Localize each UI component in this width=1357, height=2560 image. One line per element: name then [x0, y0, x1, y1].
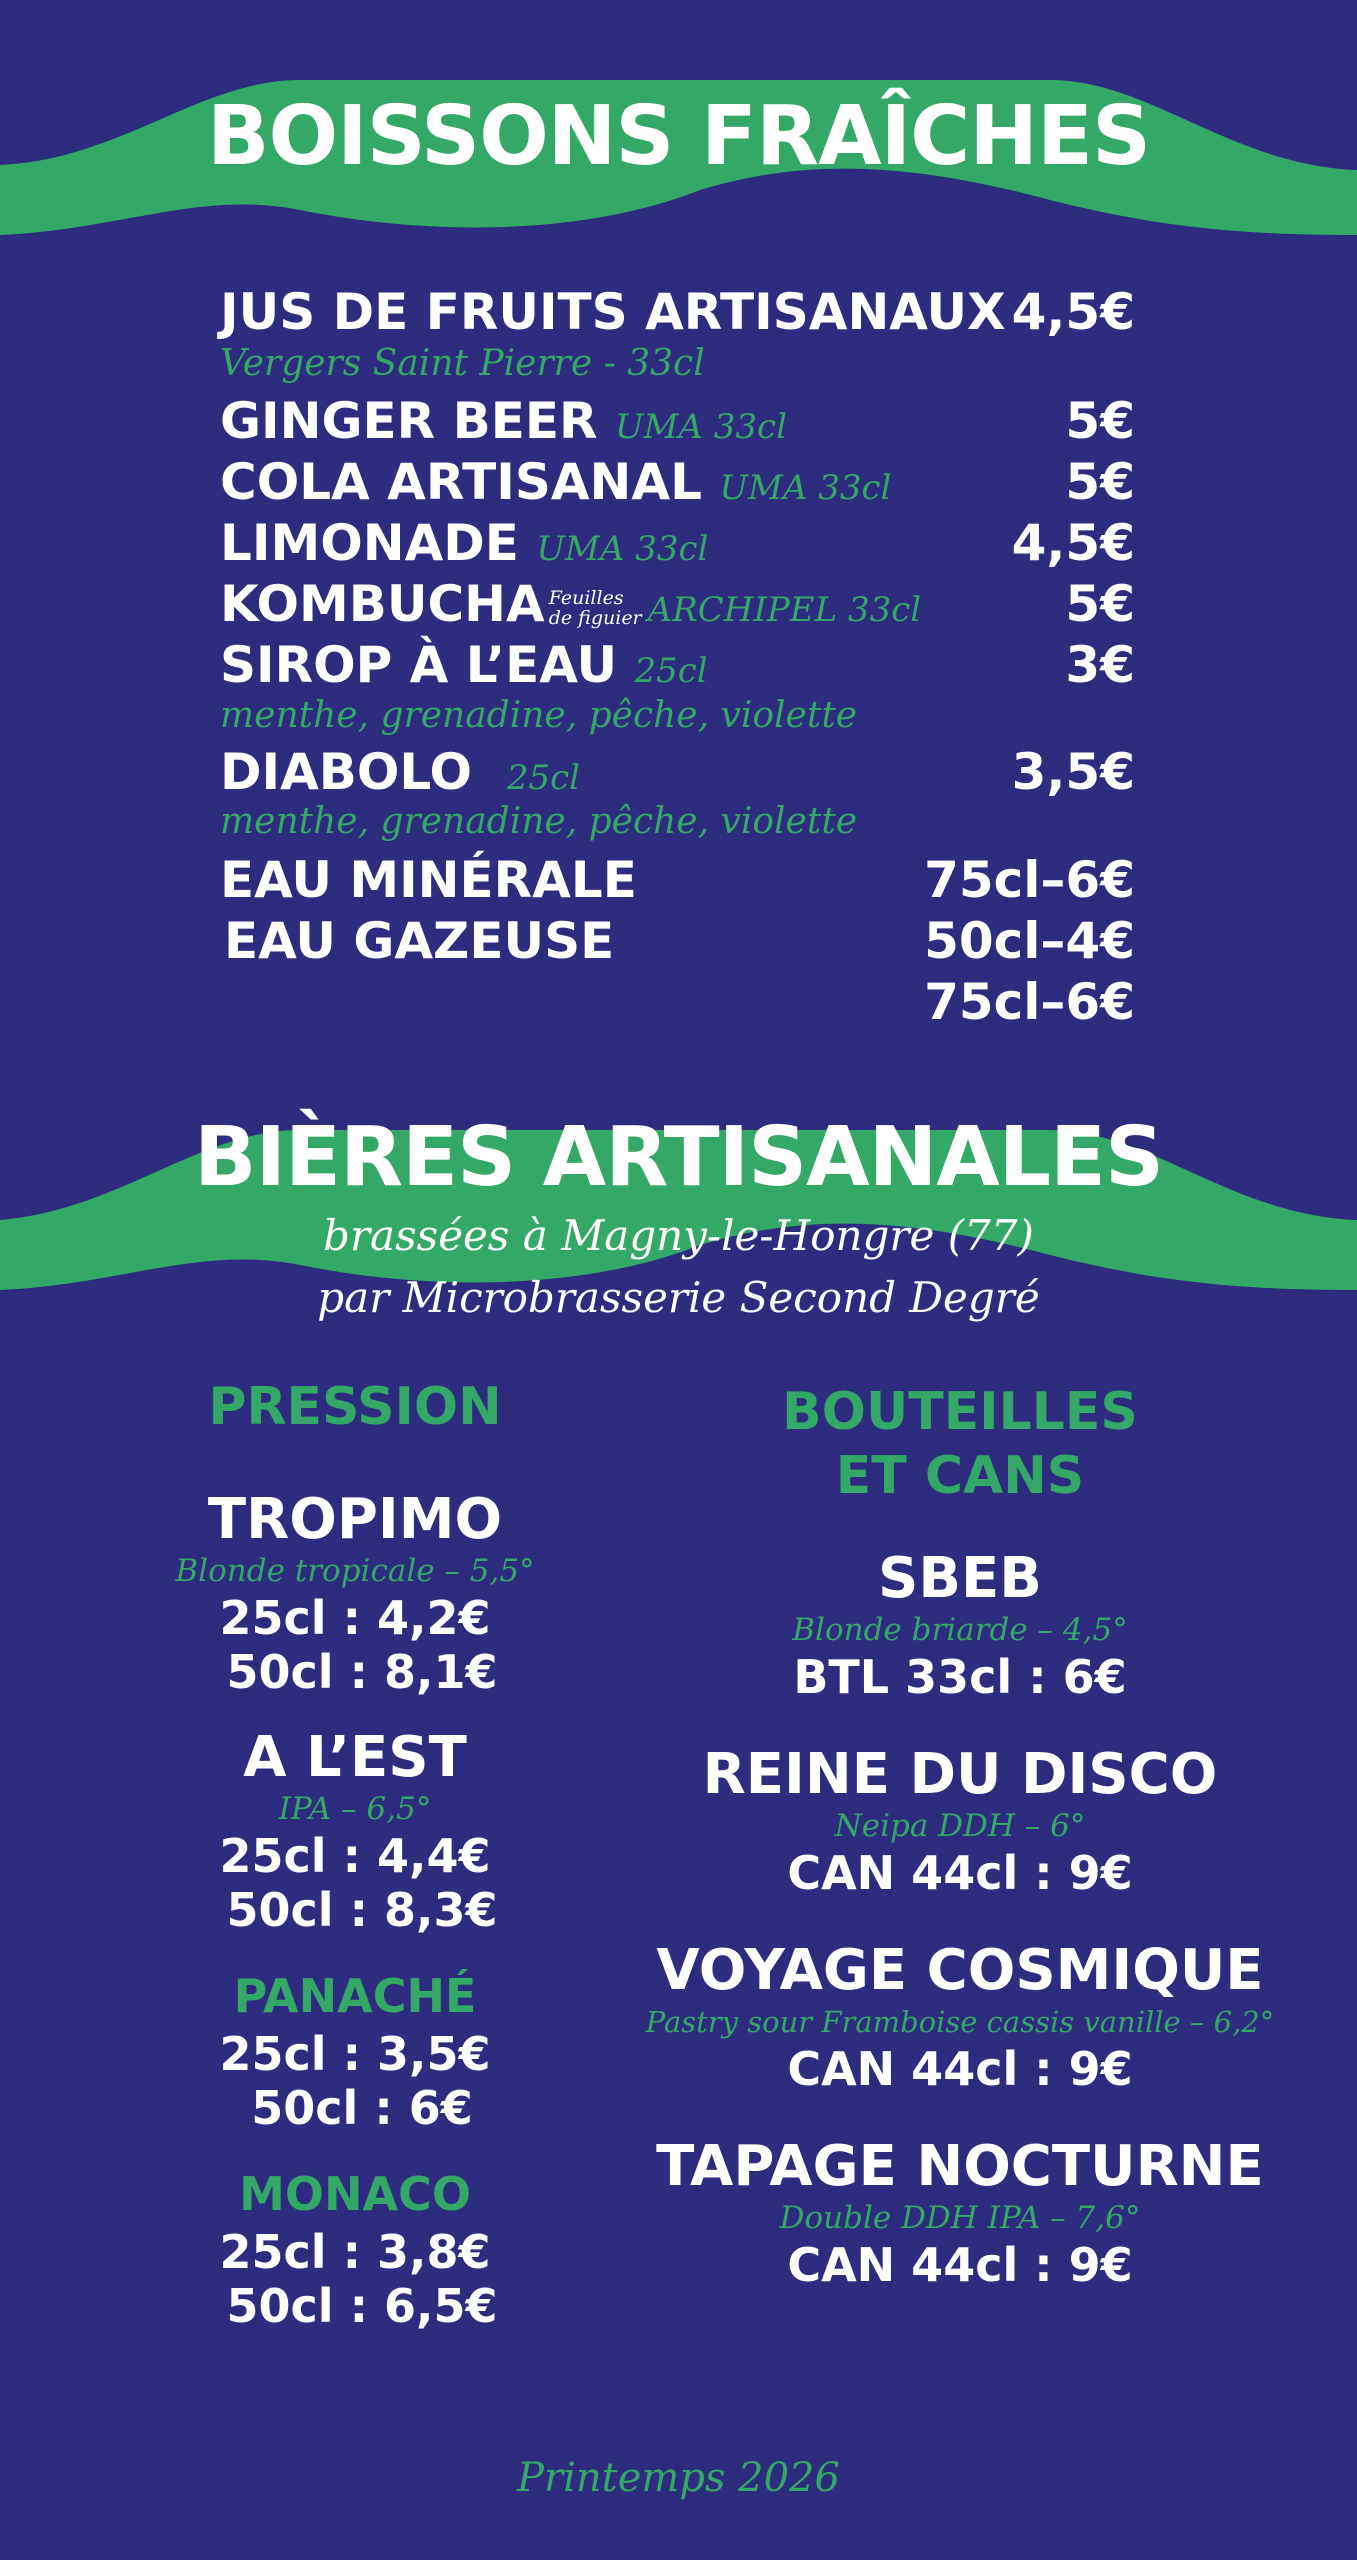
item-price: 3€: [1065, 636, 1135, 694]
item-price: 75cl–6€: [924, 851, 1135, 909]
menu-item-limonade: [220, 513, 1135, 573]
beer-monaco: [90, 2163, 620, 2333]
beer-name: SBEB: [878, 1546, 1042, 1611]
beer-panache: [90, 1965, 620, 2135]
bottles-column: [600, 1380, 1320, 2292]
item-price: 50cl–4€: [924, 912, 1135, 970]
item-price: 4,5€: [1011, 283, 1135, 341]
item-tag: UMA 33cl: [719, 468, 892, 508]
beer-voyage-cosmique: [600, 1940, 1320, 2096]
beer-price: 25cl : 4,4€: [219, 1829, 491, 1883]
item-name: SIROP À L’EAU: [220, 636, 618, 694]
item-name: DIABOLO: [220, 743, 473, 801]
item-price: 3,5€: [1011, 743, 1135, 801]
beers-title: BIÈRES ARTISANALES: [193, 1110, 1164, 1205]
item-name: EAU GAZEUSE: [224, 912, 615, 970]
beer-name: A L’EST: [243, 1725, 467, 1790]
item-name: LIMONADE: [220, 514, 519, 572]
beer-desc: Neipa DDH – 6°: [834, 1808, 1086, 1844]
item-name: GINGER BEER: [220, 392, 598, 450]
item-price: 5€: [1065, 392, 1135, 450]
item-detail: menthe, grenadine, pêche, violette: [220, 801, 858, 842]
beer-price: BTL 33cl : 6€: [793, 1650, 1127, 1704]
beer-tropimo: [90, 1489, 620, 1699]
menu-item-diabolo: [220, 742, 1135, 802]
item-name: COLA ARTISANAL: [220, 453, 702, 511]
beer-price: CAN 44cl : 9€: [787, 1846, 1133, 1900]
beer-reine-du-disco: [600, 1744, 1320, 1900]
beer-price: 25cl : 3,8€: [219, 2225, 491, 2279]
item-tag: UMA 33cl: [614, 407, 787, 447]
beer-price: 25cl : 4,2€: [219, 1591, 491, 1645]
menu-item-eau-gazeuse-large: [220, 972, 1135, 1032]
item-name: EAU MINÉRALE: [220, 851, 637, 909]
item-note: Feuilles de figuier: [548, 586, 642, 629]
bottles-title-line2: ET CANS: [835, 1446, 1085, 1506]
beer-name: REINE DU DISCO: [702, 1742, 1218, 1807]
beer-sbeb: [600, 1548, 1320, 1704]
draft-title: PRESSION: [208, 1377, 502, 1437]
beer-price: 50cl : 6€: [251, 2081, 473, 2135]
menu-item-eau-minerale: [220, 850, 1135, 910]
item-price: 75cl–6€: [924, 973, 1135, 1031]
beer-desc: Double DDH IPA – 7,6°: [779, 2200, 1141, 2236]
item-tag: UMA 33cl: [536, 529, 709, 569]
item-detail: Vergers Saint Pierre - 33cl: [220, 343, 705, 384]
beer-price: 50cl : 8,1€: [226, 1645, 498, 1699]
soft-drinks-title: BOISSONS FRAÎCHES: [206, 89, 1151, 184]
beer-tapage-nocturne: [600, 2136, 1320, 2292]
beer-name: PANACHÉ: [233, 1969, 477, 2023]
item-name: JUS DE FRUITS ARTISANAUX: [220, 283, 1006, 341]
beer-desc: Pastry sour Framboise cassis vanille – 6,2°: [645, 2005, 1275, 2039]
beer-a-lest: [90, 1727, 620, 1937]
item-tag: ARCHIPEL 33cl: [647, 590, 922, 630]
menu-item-jus-de-fruits: [220, 282, 1135, 342]
beer-desc: Blonde briarde – 4,5°: [792, 1612, 1128, 1648]
item-name: KOMBUCHA: [220, 575, 545, 633]
bottles-title-line1: BOUTEILLES: [782, 1382, 1138, 1442]
beer-name: VOYAGE COSMIQUE: [656, 1938, 1264, 2003]
menu-item-ginger-beer: [220, 391, 1135, 451]
beer-name: MONACO: [239, 2167, 471, 2221]
item-tag: 25cl: [506, 758, 581, 798]
draft-column: [90, 1375, 620, 2333]
item-price: 4,5€: [1011, 514, 1135, 572]
beer-price: 50cl : 6,5€: [226, 2279, 498, 2333]
beer-desc: Blonde tropicale – 5,5°: [175, 1553, 535, 1589]
item-price: 5€: [1065, 453, 1135, 511]
beer-name: TROPIMO: [207, 1487, 503, 1552]
item-price: 5€: [1065, 575, 1135, 633]
beer-price: CAN 44cl : 9€: [787, 2238, 1133, 2292]
beer-price: 25cl : 3,5€: [219, 2027, 491, 2081]
menu-item-sirop: [220, 635, 1135, 695]
beer-name: TAPAGE NOCTURNE: [656, 2134, 1264, 2199]
menu-item-eau-gazeuse: [220, 911, 1135, 971]
beer-desc: IPA – 6,5°: [278, 1791, 432, 1827]
beers-subtitle-line1: brassées à Magny-le-Hongre (77): [323, 1211, 1034, 1260]
item-tag: 25cl: [634, 651, 708, 691]
beer-price: 50cl : 8,3€: [226, 1883, 498, 1937]
beer-price: CAN 44cl : 9€: [787, 2042, 1133, 2096]
menu-item-kombucha: [220, 574, 1135, 634]
season-footer: Printemps 2026: [517, 2455, 840, 2501]
item-detail: menthe, grenadine, pêche, violette: [220, 695, 858, 736]
beers-subtitle-line2: par Microbrasserie Second Degré: [317, 1273, 1040, 1322]
menu-item-cola: [220, 452, 1135, 512]
